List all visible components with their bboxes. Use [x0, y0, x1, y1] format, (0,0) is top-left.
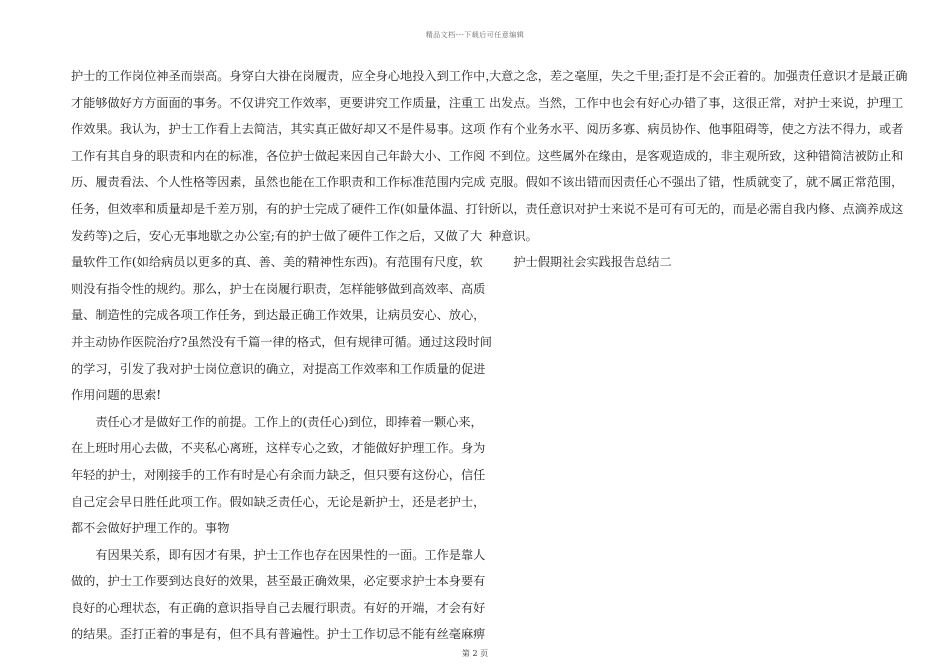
text-line: 在上班时用心去做，不夹私心离班，这样专心之致，才能做好护理工作。身为	[71, 441, 486, 456]
text-line: 不到位。这些属外在缘由，是客观造成的，非主观所致，这种错简洁被防止和	[489, 148, 904, 163]
page-header: 精品文档---下载后可任意编辑	[425, 31, 525, 39]
text-line: 都不会做好护理工作的。事物	[71, 521, 230, 536]
text-line: 历、履责看法、个人性格等因素，虽然也能在工作职责和工作标准范围内完成	[71, 175, 486, 190]
text-line: 出发点。当然，工作中也会有好心办错了事，这很正常，对护士来说，护理工	[489, 95, 904, 110]
text-line: 发药等)之后，安心无事地歇之办公室;有的护士做了硬件工作之后，又做了大	[71, 228, 483, 243]
text-line: 所以，责任意识对护士来说不是可有可无的，而是必需自我内修、点滴养成这	[489, 201, 904, 216]
text-line: 克服。假如不该出错而因责任心不强出了错，性质就变了，就不属正常范围，	[489, 175, 904, 190]
text-line: 种意识。	[489, 228, 538, 243]
text-line: 并主动协作医院治疗?虽然没有千篇一律的格式，但有规律可循。通过这段时间	[71, 334, 492, 349]
text-line: 量、制造性的完成各项工作任务，到达最正确工作效果，让病员安心、放心，	[71, 308, 486, 323]
page-number: 第 2 页	[461, 649, 489, 658]
text-line: 作效果。我认为，护士工作看上去简洁，其实真正做好却又不是件易事。这项	[71, 122, 486, 137]
text-line: 才能够做好方方面面的事务。不仅讲究工作效率，更要讲究工作质量，注重工	[71, 95, 486, 110]
text-line: 工作有其自身的职责和内在的标准，各位护士做起来因自己年龄大小、工作阅	[71, 148, 486, 163]
text-line: 责任心才是做好工作的前提。工作上的(责任心)到位，即捧着一颗心来，	[71, 414, 483, 429]
text-line: 良好的心理状态，有正确的意识指导自己去履行职责。有好的开端，才会有好	[71, 600, 486, 615]
text-line: 护士的工作岗位神圣而崇高。身穿白大褂在岗履责，应全身心地投入到工作中，	[71, 69, 498, 83]
left-column	[71, 63, 503, 648]
text-line: 的结果。歪打正着的事是有，但不具有普遍性。护士工作切忌不能有丝毫麻痹	[71, 627, 486, 642]
text-line: 任务，但效率和质量却是千差万别，有的护士完成了硬件工作(如量体温、打针、	[71, 201, 503, 216]
text-line: 的学习，引发了我对护士岗位意识的确立，对提高工作效率和工作质量的促进	[71, 361, 486, 376]
text-line: 自己定会早日胜任此项工作。假如缺乏责任心，无论是新护士，还是老护士，	[71, 494, 486, 509]
right-column	[489, 63, 908, 276]
text-line: 年轻的护士，对刚接手的工作有时是心有余而力缺乏，但只要有这份心，信任	[71, 467, 486, 482]
text-line: 量软件工作(如给病员以更多的真、善、美的精神性东西)。有范围有尺度，软	[71, 255, 483, 270]
text-line: 大意之念，差之毫厘，失之千里;歪打是不会正着的。加强责任意识才是最正确	[489, 69, 908, 83]
text-line: 则没有指令性的规约。那么，护士在岗履行职责，怎样能够做到高效率、高质	[71, 281, 486, 296]
text-line: 作用问题的思索!	[71, 388, 162, 403]
text-line: 做的，护士工作要到达良好的效果，甚至最正确效果，必定要求护士本身要有	[71, 574, 486, 589]
text-line: 作有个业务水平、阅历多寡、病员协作、他事阻碍等，使之方法不得力，或者	[489, 122, 904, 137]
section-heading: 护士假期社会实践报告总结二	[489, 255, 672, 270]
text-line: 有因果关系，即有因才有果，护士工作也存在因果性的一面。工作是靠人	[71, 547, 486, 562]
